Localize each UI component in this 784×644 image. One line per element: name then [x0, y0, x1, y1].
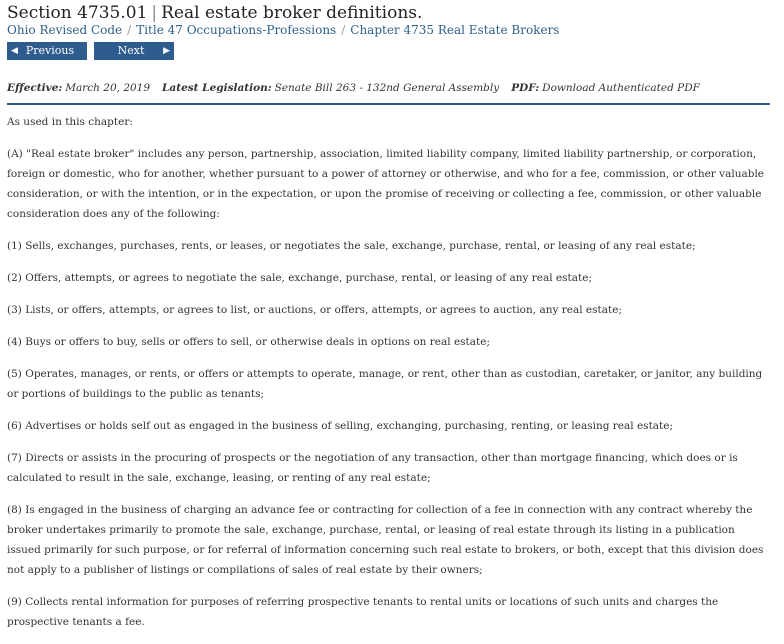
previous-button[interactable] [7, 42, 87, 60]
breadcrumb-chapter-4735[interactable]: Chapter 4735 Real Estate Brokers [350, 23, 560, 37]
legislation-label: Latest Legislation: [162, 82, 272, 94]
paragraph-7: (7) Directs or assists in the procuring of prospects or the negotiation of any transaction, other than mortgage financing, which does or is calculated to result in the sale, exchange, leasing, or renting of any real estate; [7, 452, 738, 484]
section-text [7, 112, 770, 644]
previous-label: Previous [25, 44, 75, 57]
section-heading: Real estate broker definitions. [161, 3, 423, 23]
page-title [7, 3, 422, 23]
paragraph-9: (9) Collects rental information for purposes of referring prospective tenants to rental units or locations of such units and charges the prospective tenants a fee. [7, 596, 719, 628]
paragraph-1: (1) Sells, exchanges, purchases, rents, or leases, or negotiates the sale, exchange, purchase, rental, or leasing of any real estate; [7, 240, 696, 252]
effective-date: March 20, 2019 [65, 82, 151, 94]
title-separator: | [151, 3, 158, 23]
next-button[interactable] [94, 42, 174, 60]
paragraph-2: (2) Offers, attempts, or agrees to negotiate the sale, exchange, purchase, rental, or leasing of any real estate; [7, 272, 592, 284]
next-label: Next [117, 44, 145, 57]
triangle-left-icon: ◀ [11, 46, 18, 56]
breadcrumb-title-47[interactable]: Title 47 Occupations-Professions [136, 23, 337, 37]
paragraph-6: (6) Advertises or holds self out as engaged in the business of selling, exchanging, purchasing, renting, or leasing real estate; [7, 420, 674, 432]
latest-legislation[interactable]: Senate Bill 263 - 132nd General Assembly [274, 82, 500, 94]
pdf-label: PDF: [511, 82, 540, 94]
paragraph-3: (3) Lists, or offers, attempts, or agrees to list, or auctions, or offers, attempts, or agrees to auction, any real estate; [7, 304, 622, 316]
paragraph-a: (A) "Real estate broker" includes any person, partnership, association, limited liability company, limited liability partnership, or corporation, foreign or domestic, who for another, whether pursuant to a power of attorney or otherwise, and who for a fee, commission, or other valuable consideration, or with the intention, or in the expectation, or upon the promise of receiving or collecting a fee, commission, or other valuable consideration does any of the following: [7, 148, 765, 220]
section-metadata [7, 82, 700, 94]
paragraph-4: (4) Buys or offers to buy, sells or offers to sell, or otherwise deals in options on real estate; [7, 336, 491, 348]
breadcrumb-separator: / [341, 23, 346, 37]
effective-label: Effective: [7, 82, 63, 94]
breadcrumb-separator: / [127, 23, 132, 37]
breadcrumb [7, 23, 559, 37]
header-divider [7, 103, 770, 105]
section-number: Section 4735.01 [7, 3, 148, 23]
intro-paragraph: As used in this chapter: [7, 116, 133, 128]
download-pdf-link[interactable]: Download Authenticated PDF [542, 82, 700, 94]
triangle-right-icon: ▶ [163, 46, 170, 56]
paragraph-5: (5) Operates, manages, or rents, or offers or attempts to operate, manage, or rent, other than as custodian, caretaker, or janitor, any building or portions of buildings to the public as tenants; [7, 368, 763, 400]
breadcrumb-ohio-revised-code[interactable]: Ohio Revised Code [7, 23, 123, 37]
paragraph-8: (8) Is engaged in the business of charging an advance fee or contracting for collection of a fee in connection with any contract whereby the broker undertakes primarily to promote the sale, exchange, purchase, rental, or leasing of real estate through its listing in a publication issued primarily for such purpose, or for referral of information concerning such real estate to brokers, or both, except that this division does not apply to a publisher of listings or compilations of sales of real estate by their owners; [7, 504, 764, 576]
